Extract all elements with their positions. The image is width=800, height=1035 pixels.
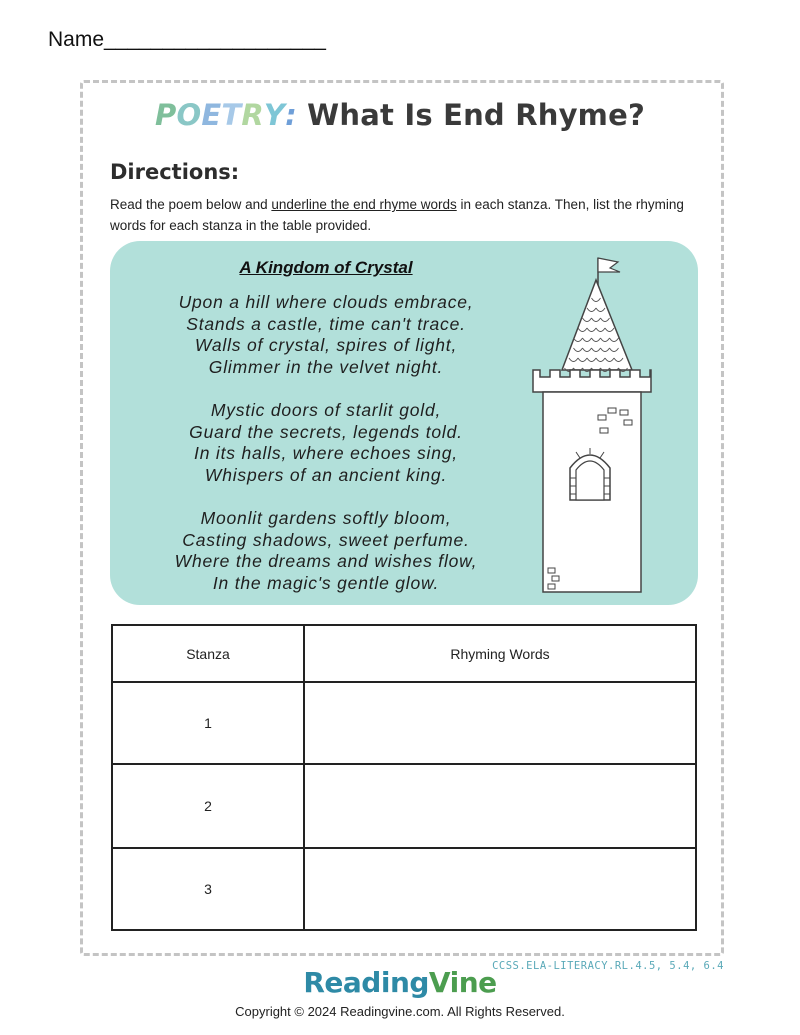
name-blank[interactable]: ___________________ (104, 28, 326, 51)
title-label (155, 98, 307, 132)
stanza-number: 3 (113, 849, 305, 929)
page-title (0, 98, 800, 132)
brand-logo: ReadingVine (303, 966, 497, 999)
directions-heading: Directions: (110, 160, 240, 184)
copyright-text: Copyright © 2024 Readingvine.com. All Rights Reserved. (235, 1004, 565, 1019)
poem-line: Moonlit gardens softly bloom, (200, 508, 452, 528)
stanza-2 (110, 400, 542, 486)
castle-tower-illustration (528, 250, 658, 595)
title-letter: P (155, 98, 177, 132)
title-question: What Is End Rhyme? (307, 98, 645, 132)
poem-line: Upon a hill where clouds embrace, (178, 292, 474, 312)
table-row (113, 849, 695, 929)
poem-line: Glimmer in the velvet night. (208, 356, 444, 377)
stanza-number: 2 (113, 765, 305, 847)
header-stanza: Stanza (113, 626, 305, 681)
directions-text: Read the poem below and underline the end rhyme words in each stanza. Then, list the rhyming words for each stanza in the table provided. (110, 197, 684, 233)
rhyming-words-answer[interactable] (305, 849, 695, 929)
table-row (113, 765, 695, 849)
title-letter: : (285, 98, 297, 132)
title-letter: T (221, 98, 242, 132)
poem-line: Stands a castle, time can't trace. (186, 313, 466, 334)
title-letter: Y (263, 98, 286, 132)
poem-title: A Kingdom of Crystal (239, 258, 413, 277)
poem-line: Where the dreams and wishes flow, (174, 551, 478, 571)
rhyming-words-answer[interactable] (305, 765, 695, 847)
rhyming-words-table (111, 624, 697, 931)
poem-line: Casting shadows, sweet perfume. (182, 529, 470, 550)
stanza-1 (110, 292, 542, 378)
name-label: Name (48, 28, 105, 51)
table-row (113, 683, 695, 765)
poem-line: Guard the secrets, legends told. (189, 421, 463, 442)
title-letter: R (241, 98, 264, 132)
poem-line: Mystic doors of starlit gold, (210, 400, 442, 420)
poem-line: In the magic's gentle glow. (212, 572, 440, 593)
poem-line: Whispers of an ancient king. (204, 464, 448, 485)
header-rhyming-words: Rhyming Words (450, 645, 550, 662)
table-header-row (113, 626, 695, 683)
directions-underlined: underline the end rhyme words (271, 197, 457, 212)
poem-line: In its halls, where echoes sing, (194, 443, 458, 463)
title-letter: O (176, 98, 202, 132)
standards-code: CCSS.ELA-LITERACY.RL.4.5, 5.4, 6.4 (492, 960, 724, 972)
poem-line: Walls of crystal, spires of light, (194, 335, 458, 355)
stanza-3 (110, 508, 542, 594)
name-field[interactable] (48, 28, 326, 52)
rhyming-words-answer[interactable] (305, 683, 695, 763)
stanza-number: 1 (113, 683, 305, 763)
title-letter: E (201, 98, 222, 132)
